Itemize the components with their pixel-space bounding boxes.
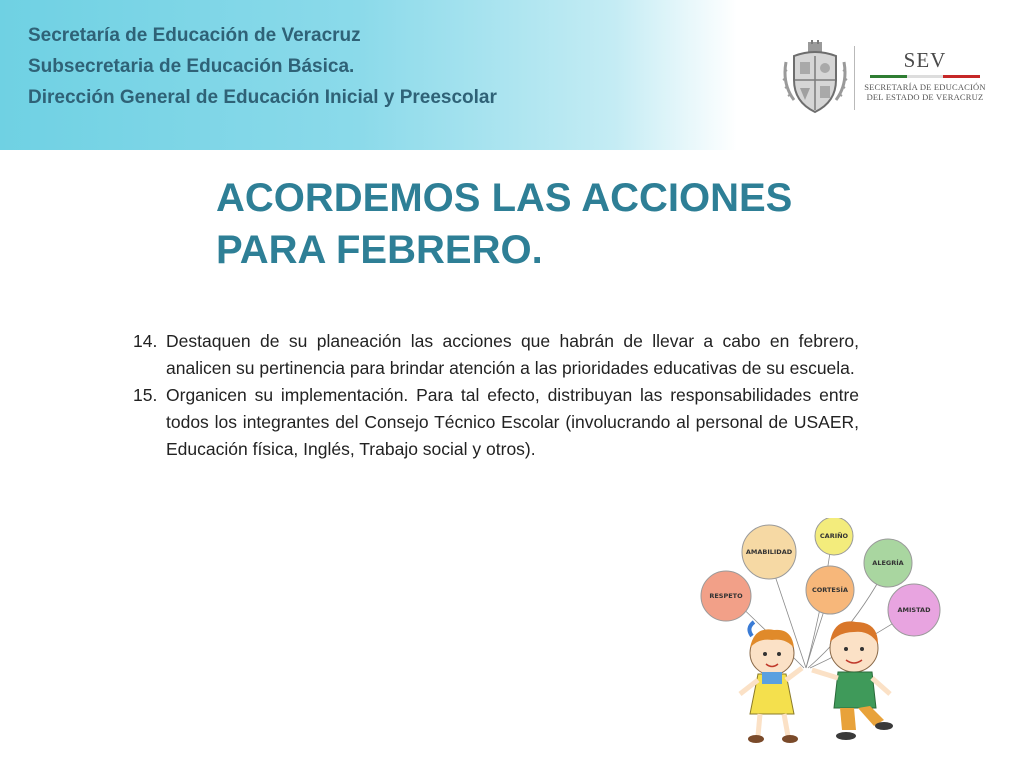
svg-text:ALEGRÍA: ALEGRÍA — [872, 559, 904, 567]
activity-item-14 — [133, 328, 859, 382]
header-text-block — [28, 20, 497, 113]
svg-text:AMISTAD: AMISTAD — [897, 606, 931, 614]
children-with-balloons-illustration — [694, 518, 954, 748]
sev-subtitle-line1: SECRETARÍA DE EDUCACIÓN — [864, 82, 986, 92]
girl-figure — [740, 622, 802, 743]
header-line-subsecretaria: Subsecretaria de Educación Básica. — [28, 56, 355, 77]
sev-acronym: SEV — [903, 48, 947, 72]
slide-title-line1: ACORDEMOS LAS ACCIONES — [216, 176, 793, 220]
svg-text:AMABILIDAD: AMABILIDAD — [745, 548, 793, 556]
sev-wordmark — [862, 48, 988, 102]
activity-list — [133, 328, 859, 463]
slide-title-line2: PARA FEBRERO. — [216, 228, 543, 272]
sev-logo — [782, 40, 992, 118]
balloon-alegria — [864, 539, 912, 587]
balloon-cortesia — [806, 566, 854, 614]
sev-subtitle-line2: DEL ESTADO DE VERACRUZ — [866, 92, 984, 102]
sev-color-rule — [870, 75, 980, 78]
boy-figure — [812, 621, 893, 740]
veracruz-coat-of-arms-icon — [782, 40, 848, 116]
logo-divider — [854, 46, 855, 110]
slide-title — [216, 172, 856, 276]
activity-text: Destaquen de su planeación las acciones que habrán de llevar a cabo en febrero, analicen su pertinencia para brindar atención a las prioridades educativas de su escuela. — [166, 331, 859, 378]
header-line-secretaria: Secretaría de Educación de Veracruz — [28, 25, 361, 46]
activity-text: Organicen su implementación. Para tal efecto, distribuyan las responsabilidades entre todos los integrantes del Consejo Técnico Escolar (involucrando al personal de USAER, Educación física, Inglés, Trabajo social y otros). — [166, 385, 859, 459]
activity-number: 14. — [133, 331, 158, 351]
svg-text:CARIÑO: CARIÑO — [819, 532, 849, 540]
activity-item-15 — [133, 382, 859, 463]
balloon-respeto — [701, 571, 751, 621]
header-line-direccion: Dirección General de Educación Inicial y Preescolar — [28, 87, 497, 108]
balloon-carino — [815, 518, 853, 555]
svg-text:RESPETO: RESPETO — [709, 592, 743, 600]
activity-number: 15. — [133, 385, 158, 405]
balloon-amabilidad — [742, 525, 796, 579]
svg-text:CORTESÍA: CORTESÍA — [811, 586, 849, 594]
balloon-amistad — [888, 584, 940, 636]
